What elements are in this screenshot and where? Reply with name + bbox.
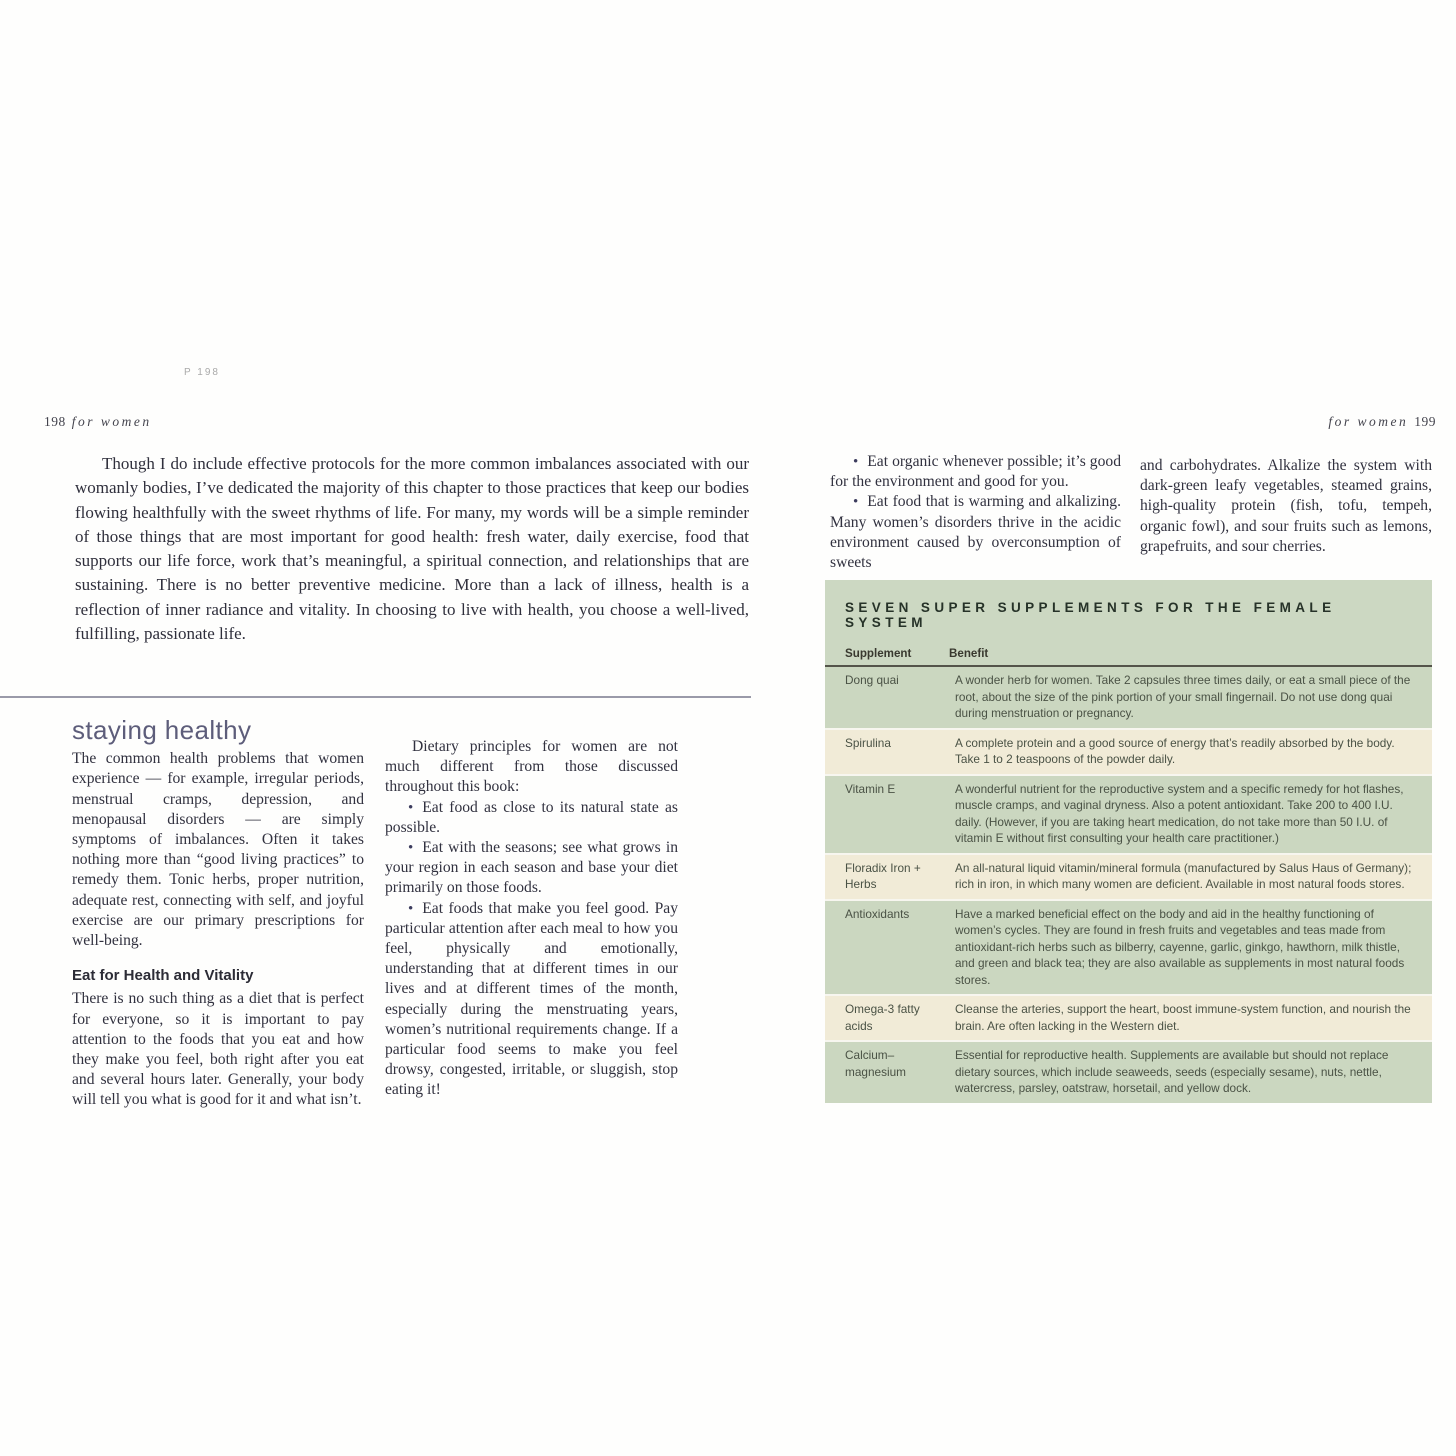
- table-row: [825, 855, 1432, 901]
- intro-paragraph: Though I do include effective protocols for the more common imbalances associated with our womanly bodies, I’ve dedicated the majority of this chapter to those practices that keep our bodies flowing healthfully with the sweet rhythms of life. For many, my words will be a simple reminder of those things that are most important for good health: fresh water, daily exercise, food that supports our life force, work that’s meaningful, a spiritual connection, and relationships that are sustaining. There is no better preventive medicine. More than a lack of illness, health is a reflection of inner radiance and vitality. In choosing to live with health, you choose a well-lived, fulfilling, passionate life.: [75, 454, 749, 644]
- supplement-name: Omega-3 fatty acids: [845, 1002, 920, 1033]
- supplement-name: Floradix Iron + Herbs: [845, 860, 921, 891]
- table-row: [825, 901, 1432, 997]
- table-row: [825, 996, 1432, 1042]
- supplement-benefit: A wonderful nutrient for the reproductive system and a specific remedy for hot flashes, muscle cramps, and vaginal dryness. Also a potent antioxidant. Take 200 to 400 I.U. daily. (However, if you are taking heart medication, do not take more than 50 I.U. of vitamin E without first consulting your health care practitioner.): [955, 781, 1404, 845]
- supplement-name: Calcium– magnesium: [845, 1048, 906, 1079]
- column-header-benefit: Benefit: [949, 647, 989, 660]
- table-row: [825, 776, 1432, 855]
- running-head-left: [44, 414, 158, 430]
- staying-healthy-paragraph: The common health problems that women experience — for example, irregular periods, menstrual cramps, depression, and menopausal disorders — are simply symptoms of imbalances. Often it takes nothing more than “good living practices” to remedy them. Tonic herbs, proper nutrition, adequate rest, connecting with self, and joyful exercise are our primary prescriptions for well-being.: [72, 750, 364, 950]
- bullet-item: • Eat food as close to its natural state as possible.: [385, 798, 678, 838]
- supplement-benefit: Essential for reproductive health. Supplements are available but should not replace dietary sources, which include seaweeds, seeds (especially sesame), nuts, nettle, watercress, parsley, oatstraw, horsetail, and yellow dock.: [955, 1048, 1389, 1095]
- column-header-supplement: Supplement: [845, 647, 912, 660]
- supplements-table-header: [825, 580, 1432, 667]
- bullet-item: • Eat organic whenever possible; it’s good for the environment and good for you.: [830, 452, 1121, 492]
- left-page-column-2: [385, 737, 678, 1101]
- supplement-benefit: Cleanse the arteries, support the heart, boost immune-system function, and nourish the brain. Are often lacking in the Western diet.: [955, 1002, 1411, 1033]
- supplements-table-body: [825, 667, 1432, 1103]
- running-head-right-title: for women: [1328, 414, 1409, 429]
- right-page-column-2: [1140, 456, 1432, 557]
- section-heading: staying healthy: [72, 715, 252, 745]
- supplements-table-column-headers: [825, 647, 1432, 667]
- supplements-table-title: SEVEN SUPER SUPPLEMENTS FOR THE FEMALE SYSTEM: [845, 600, 1336, 630]
- supplement-name: Spirulina: [845, 735, 891, 750]
- continuation-paragraph: and carbohydrates. Alkalize the system with dark-green leafy vegetables, steamed grains, high-quality protein (fish, tofu, tempeh, organic fowl), and sour fruits such as lemons, grapefruits, and sour cherries.: [1140, 457, 1432, 555]
- page-number-left: 198: [44, 414, 66, 429]
- stray-print-mark: P 198: [184, 367, 220, 378]
- supplement-benefit: An all-natural liquid vitamin/mineral formula (manufactured by Salus Haus of Germany); rich in iron, in which many women are deficient. Available in most natural foods stores.: [955, 860, 1412, 891]
- supplement-benefit: A complete protein and a good source of energy that’s readily absorbed by the body. Take 1 to 2 teaspoons of the powder daily.: [955, 735, 1395, 766]
- table-row: [825, 1042, 1432, 1103]
- subsection-heading: Eat for Health and Vitality: [72, 967, 254, 985]
- supplement-benefit: Have a marked beneficial effect on the body and aid in the healthy functioning of women’s cycles. They are found in fresh fruits and vegetables and teas made from antioxidant-rich herbs such as bilberry, cayenne, garlic, ginkgo, hawthorn, milk thistle, and green and black tea; they are also available as supplements in most natural foods stores.: [955, 906, 1405, 987]
- bullet-item: • Eat foods that make you feel good. Pay particular attention after each meal to how you feel, physically and emotionally, understanding that at different times in our lives and at different times of the month, especially during the menstruating years, women’s nutritional requirements change. If a particular food seems to make you feel drowsy, congested, irritable, or sluggish, stop eating it!: [385, 899, 678, 1101]
- eat-for-health-paragraph: There is no such thing as a diet that is perfect for everyone, so it is important to pay attention to the foods that you eat and how they make you feel, both right after you eat and several hours later. Generally, your body will tell you what is good for it and what isn’t.: [72, 990, 364, 1109]
- dietary-principles-intro: Dietary principles for women are not much different from those discussed throughout this book:: [385, 738, 678, 796]
- running-head-right: [1322, 414, 1436, 430]
- section-divider-rule: [0, 696, 751, 698]
- supplements-table: [825, 580, 1432, 1103]
- left-page-column-1: [72, 715, 364, 1111]
- supplement-name: Antioxidants: [845, 906, 910, 921]
- running-head-left-title: for women: [71, 414, 152, 429]
- right-page-column-1: [830, 452, 1121, 573]
- bullet-item: • Eat with the seasons; see what grows in your region in each season and base your diet primarily on those foods.: [385, 838, 678, 899]
- supplement-name: Vitamin E: [845, 781, 896, 796]
- page-number-right: 199: [1414, 414, 1436, 429]
- supplement-name: Dong quai: [845, 673, 899, 687]
- supplement-benefit: A wonder herb for women. Take 2 capsules three times daily, or eat a small piece of the root, about the size of the pink portion of your small fingernail. Do not use dong quai during menstruation or pregnancy.: [955, 673, 1411, 720]
- bullet-item: • Eat food that is warming and alkalizing. Many women’s disorders thrive in the acidic environment caused by overconsumption of sweets: [830, 492, 1121, 573]
- table-row: [825, 730, 1432, 776]
- table-row: [825, 667, 1432, 730]
